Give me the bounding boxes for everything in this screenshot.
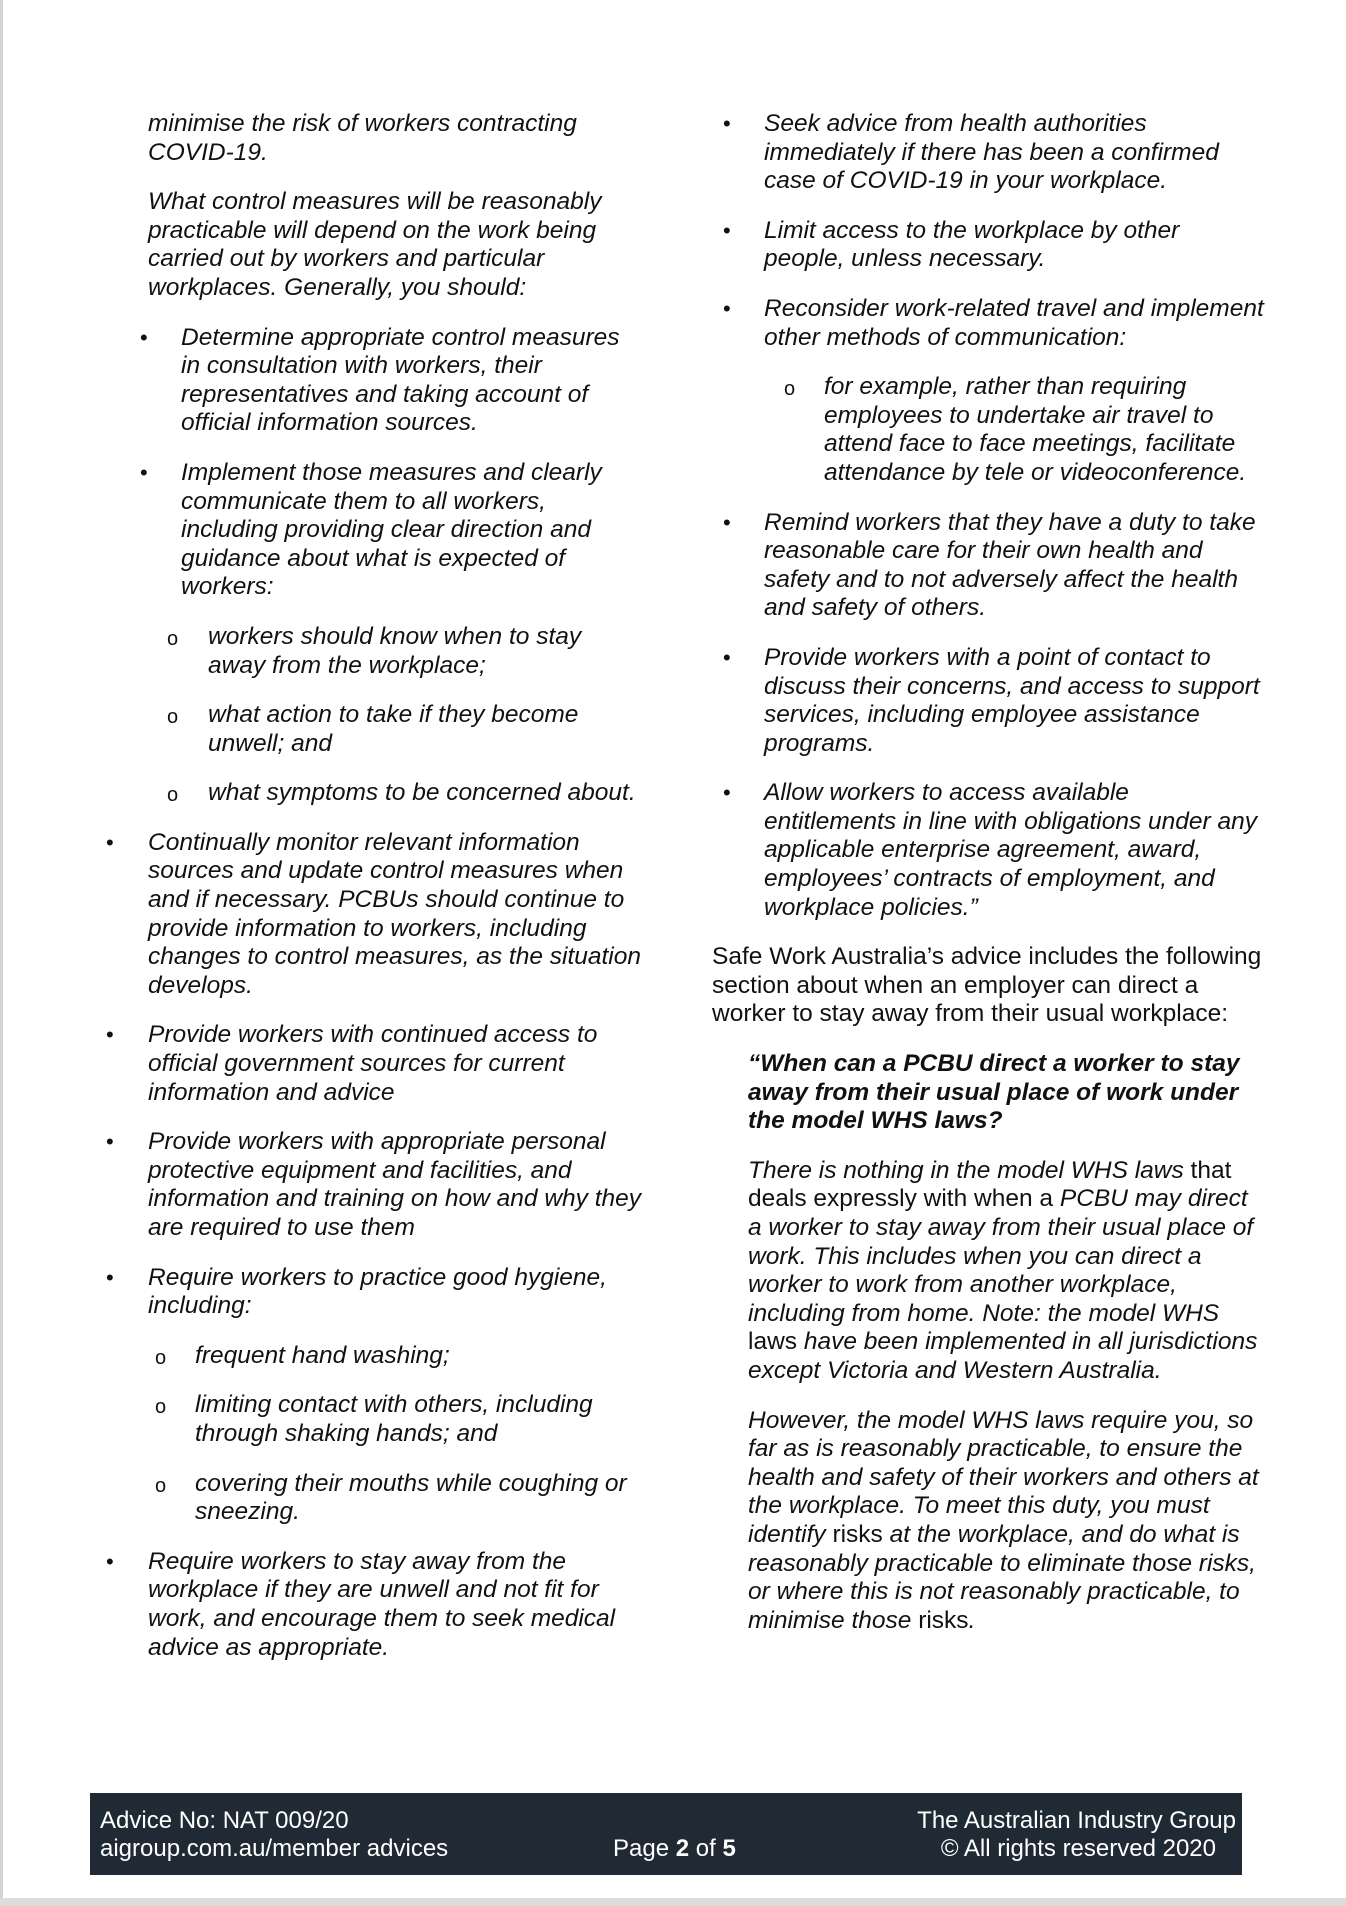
bullet-icon: • xyxy=(106,1264,114,1290)
page-current: 2 xyxy=(675,1835,690,1862)
quote-text: laws xyxy=(748,1328,804,1356)
quote-text: at the workplace, and do what is reasonably practicable to eliminate those risks, or where this is not reasonably practicable, to minimise those xyxy=(748,1520,1256,1634)
circle-bullet-icon: o xyxy=(167,627,179,650)
list-item xyxy=(100,1021,645,1107)
bullet-icon: • xyxy=(106,1129,114,1155)
sub-list-item xyxy=(100,623,645,680)
sub-list-item-text: for example, rather than requiring employees to undertake air travel to attend face to face meetings, facilitate attendance by tele or videoconference. xyxy=(824,373,1247,486)
quote-paragraph-2 xyxy=(712,1407,1264,1636)
quote-text: risks xyxy=(825,1520,890,1548)
sub-list-item xyxy=(100,1342,645,1371)
swa-paragraph: Safe Work Australia’s advice includes the following section about when an employer can direct a worker to stay away from their usual workplace: xyxy=(712,943,1262,1028)
quote-heading: “When can a PCBU direct a worker to stay away from their usual place of work under the model WHS laws? xyxy=(748,1050,1240,1135)
sub-list-item-text: workers should know when to stay away from the workplace; xyxy=(208,622,582,679)
sub-list-item xyxy=(100,701,645,758)
quote-text: . xyxy=(968,1606,976,1634)
list-item-text: Require workers to stay away from the workplace if they are unwell and not fit for work, and encourage them to seek medical advice as appropriate. xyxy=(148,1547,616,1661)
footer-right xyxy=(917,1807,1236,1863)
sub-list-item xyxy=(100,779,645,808)
circle-bullet-icon: o xyxy=(155,1474,167,1497)
quote-text: There is nothing in the model WHS laws xyxy=(748,1156,1184,1184)
list-item-text: Reconsider work-related travel and implement other methods of communication: xyxy=(764,294,1264,351)
quote-text: risks xyxy=(911,1606,969,1634)
list-item-text: Allow workers to access available entitlements in line with obligations under any applicable enterprise agreement, award, employees’ contracts of employment, and workplace policies.” xyxy=(764,779,1258,921)
sub-list-item-text: covering their mouths while coughing or sneezing. xyxy=(195,1469,627,1526)
sub-list-item xyxy=(100,1391,645,1448)
list-item xyxy=(712,110,1264,196)
sub-list-item xyxy=(712,373,1264,487)
list-item xyxy=(712,509,1264,623)
list-item xyxy=(100,1128,645,1242)
bullet-icon: • xyxy=(723,780,731,806)
quote-text: PCBU may direct a worker to stay away from their usual place of work. This includes when you can direct a worker to work from another workplace, including from home. Note: the model WHS xyxy=(748,1185,1254,1327)
list-item xyxy=(100,1264,645,1321)
footer-left xyxy=(100,1807,448,1863)
list-item xyxy=(712,644,1264,758)
list-item xyxy=(712,779,1264,922)
circle-bullet-icon: o xyxy=(167,706,179,729)
page-number xyxy=(613,1835,736,1863)
page-of: of xyxy=(689,1835,723,1862)
page-prefix: Page xyxy=(613,1835,676,1862)
quote-text: have been implemented in all jurisdictions except Victoria and Western Australia. xyxy=(748,1328,1258,1384)
list-item-text: Remind workers that they have a duty to take reasonable care for their own health and safety and to not adversely affect the health and safety of others. xyxy=(764,508,1256,622)
list-item-text: Seek advice from health authorities immediately if there has been a confirmed case of COVID-19 in your workplace. xyxy=(764,110,1219,195)
list-item xyxy=(100,1548,645,1662)
circle-bullet-icon: o xyxy=(155,1346,167,1369)
list-item-text: Provide workers with appropriate personal protective equipment and facilities, and information and training on how and why they are required to use them xyxy=(148,1128,642,1241)
circle-bullet-icon: o xyxy=(167,784,179,807)
bullet-icon: • xyxy=(140,324,148,350)
quote-paragraph-1 xyxy=(712,1157,1264,1386)
list-item xyxy=(712,217,1264,274)
list-item-text: Determine appropriate control measures in consultation with workers, their representatives and taking account of official information sources. xyxy=(181,323,620,437)
list-item-text: Limit access to the workplace by other people, unless necessary. xyxy=(764,216,1180,273)
bullet-icon: • xyxy=(106,1022,114,1048)
sub-list-item xyxy=(100,1470,645,1527)
advice-number: Advice No: NAT 009/20 xyxy=(100,1807,349,1834)
copyright-text: © All rights reserved 2020 xyxy=(940,1835,1216,1862)
page-edge-left xyxy=(0,0,3,1906)
bullet-icon: • xyxy=(106,1548,114,1574)
organisation-name: The Australian Industry Group xyxy=(917,1807,1236,1834)
list-item-text: Continually monitor relevant information sources and update control measures when and if necessary. PCBUs should continue to provide information to workers, including changes to control measures, as the situation develops. xyxy=(148,828,642,999)
bullet-icon: • xyxy=(140,459,148,485)
quote-text: that deals expressly with when a xyxy=(748,1156,1232,1213)
circle-bullet-icon: o xyxy=(155,1396,167,1419)
bullet-icon: • xyxy=(723,295,731,321)
page-footer xyxy=(90,1793,1242,1875)
bullet-icon: • xyxy=(723,217,731,243)
sub-list-item-text: what action to take if they become unwell; and xyxy=(208,701,579,757)
right-column xyxy=(712,110,1264,1656)
quote-text: However, the model WHS laws require you, so far as is reasonably practicable, to ensure the health and safety of their workers and others at the workplace. To meet this duty, you must identify xyxy=(748,1406,1259,1548)
list-item-text: Implement those measures and clearly communicate them to all workers, including providing clear direction and guidance about what is expected of workers: xyxy=(181,458,602,601)
sub-list-item-text: what symptoms to be concerned about. xyxy=(208,779,636,807)
bullet-icon: • xyxy=(723,644,731,670)
circle-bullet-icon: o xyxy=(784,378,796,401)
website-text: aigroup.com.au/member advices xyxy=(100,1835,449,1862)
page-total: 5 xyxy=(722,1835,736,1862)
page-edge-bottom xyxy=(0,1898,1346,1906)
intro-continuation: minimise the risk of workers contracting COVID-19. xyxy=(148,110,577,166)
list-item xyxy=(100,459,645,602)
list-item xyxy=(100,324,645,438)
list-item-text: Provide workers with a point of contact to discuss their concerns, and access to support services, including employee assistance programs. xyxy=(764,643,1260,757)
sub-list-item-text: limiting contact with others, including through shaking hands; and xyxy=(195,1391,593,1447)
intro-paragraph: What control measures will be reasonably practicable will depend on the work being carried out by workers and particular workplaces. Generally, you should: xyxy=(148,188,602,301)
bullet-icon: • xyxy=(106,829,114,855)
sub-list-item-text: frequent hand washing; xyxy=(195,1341,450,1369)
list-item xyxy=(712,295,1264,352)
bullet-icon: • xyxy=(723,111,731,136)
list-item xyxy=(100,829,645,1001)
list-item-text: Provide workers with continued access to official government sources for current information and advice xyxy=(148,1021,598,1106)
bullet-icon: • xyxy=(723,509,731,535)
list-item-text: Require workers to practice good hygiene, including: xyxy=(148,1263,607,1320)
left-column xyxy=(100,110,645,1683)
